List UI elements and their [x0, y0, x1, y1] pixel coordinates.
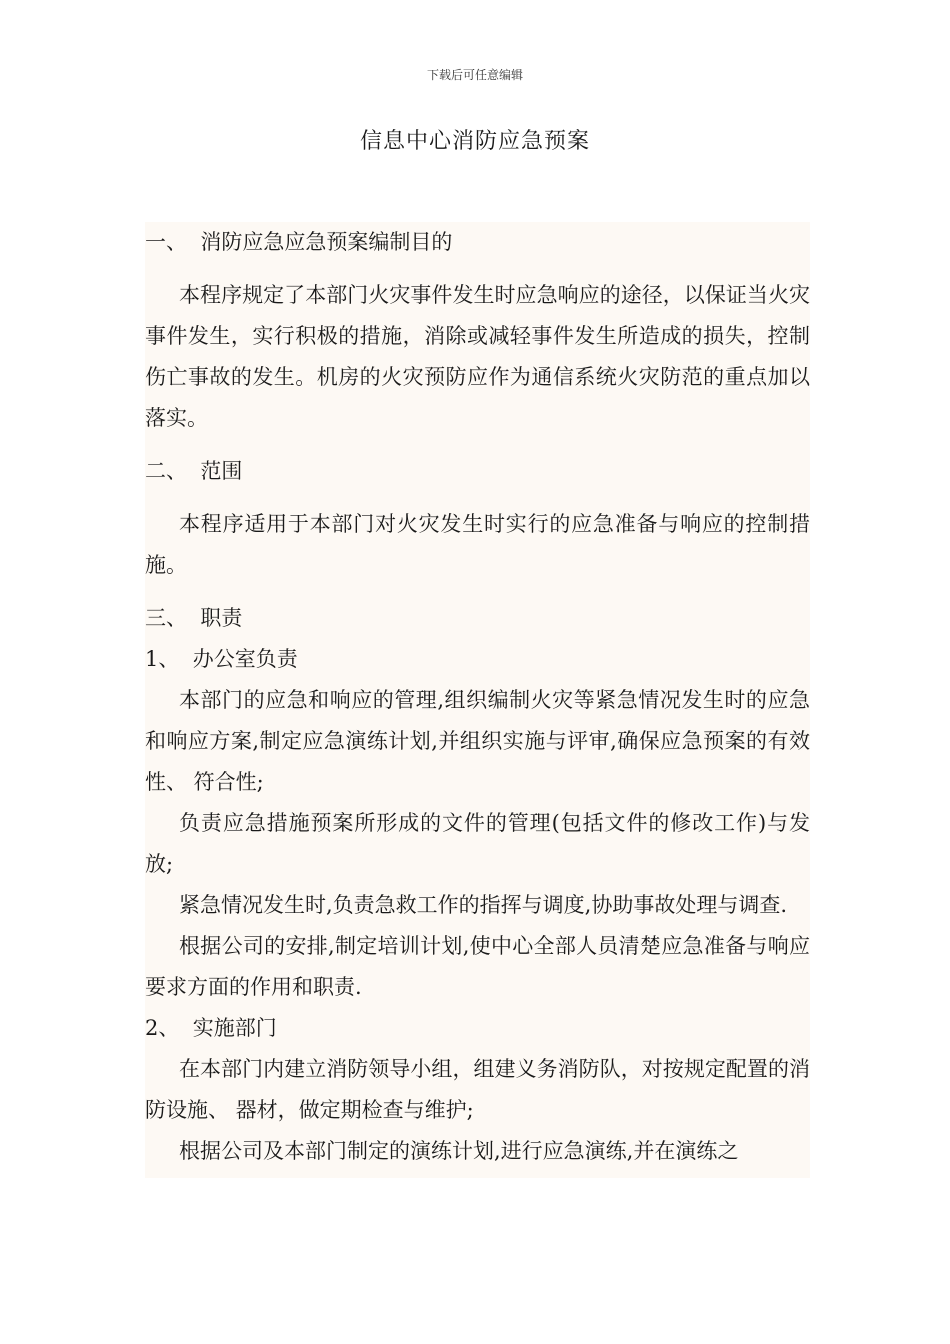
document-body	[145, 222, 810, 1178]
subsection-1-paragraph: 紧急情况发生时,负责急救工作的指挥与调度,协助事故处理与调查.	[179, 893, 788, 917]
subsection-1-paragraph: 负责应急措施预案所形成的文件的管理(包括文件的修改工作)与发放;	[145, 811, 810, 876]
subsection-1-paragraph: 根据公司的安排,制定培训计划,使中心全部人员清楚应急准备与响应要求方面的作用和职责.	[145, 934, 810, 999]
section-1-paragraph: 本程序规定了本部门火灾事件发生时应急响应的途径，以保证当火灾事件发生，实行积极的措施，消除或减轻事件发生所造成的损失，控制伤亡事故的发生。机房的火灾预防应作为通信系统火灾防范的重点加以落实。	[145, 283, 810, 430]
section-3-heading: 三、 职责	[145, 606, 243, 630]
subsection-2-paragraph: 在本部门内建立消防领导小组，组建义务消防队，对按规定配置的消防设施、 器材，做定期检查与维护;	[145, 1057, 810, 1122]
page-header-note: 下载后可任意编辑	[426, 68, 523, 82]
subsection-1-heading: 1、 办公室负责	[145, 647, 298, 671]
section-2-paragraph: 本程序适用于本部门对火灾发生时实行的应急准备与响应的控制措施。	[145, 512, 810, 577]
document-title: 信息中心消防应急预案	[359, 129, 590, 154]
subsection-1-paragraph: 本部门的应急和响应的管理,组织编制火灾等紧急情况发生时的应急和响应方案,制定应急演练计划,并组织实施与评审,确保应急预案的有效性、 符合性;	[145, 688, 810, 794]
section-1-heading: 一、 消防应急应急预案编制目的	[145, 230, 453, 254]
subsection-2-heading: 2、 实施部门	[145, 1016, 277, 1040]
subsection-2-paragraph: 根据公司及本部门制定的演练计划,进行应急演练,并在演练之	[179, 1139, 739, 1163]
section-2-heading: 二、 范围	[145, 459, 243, 483]
